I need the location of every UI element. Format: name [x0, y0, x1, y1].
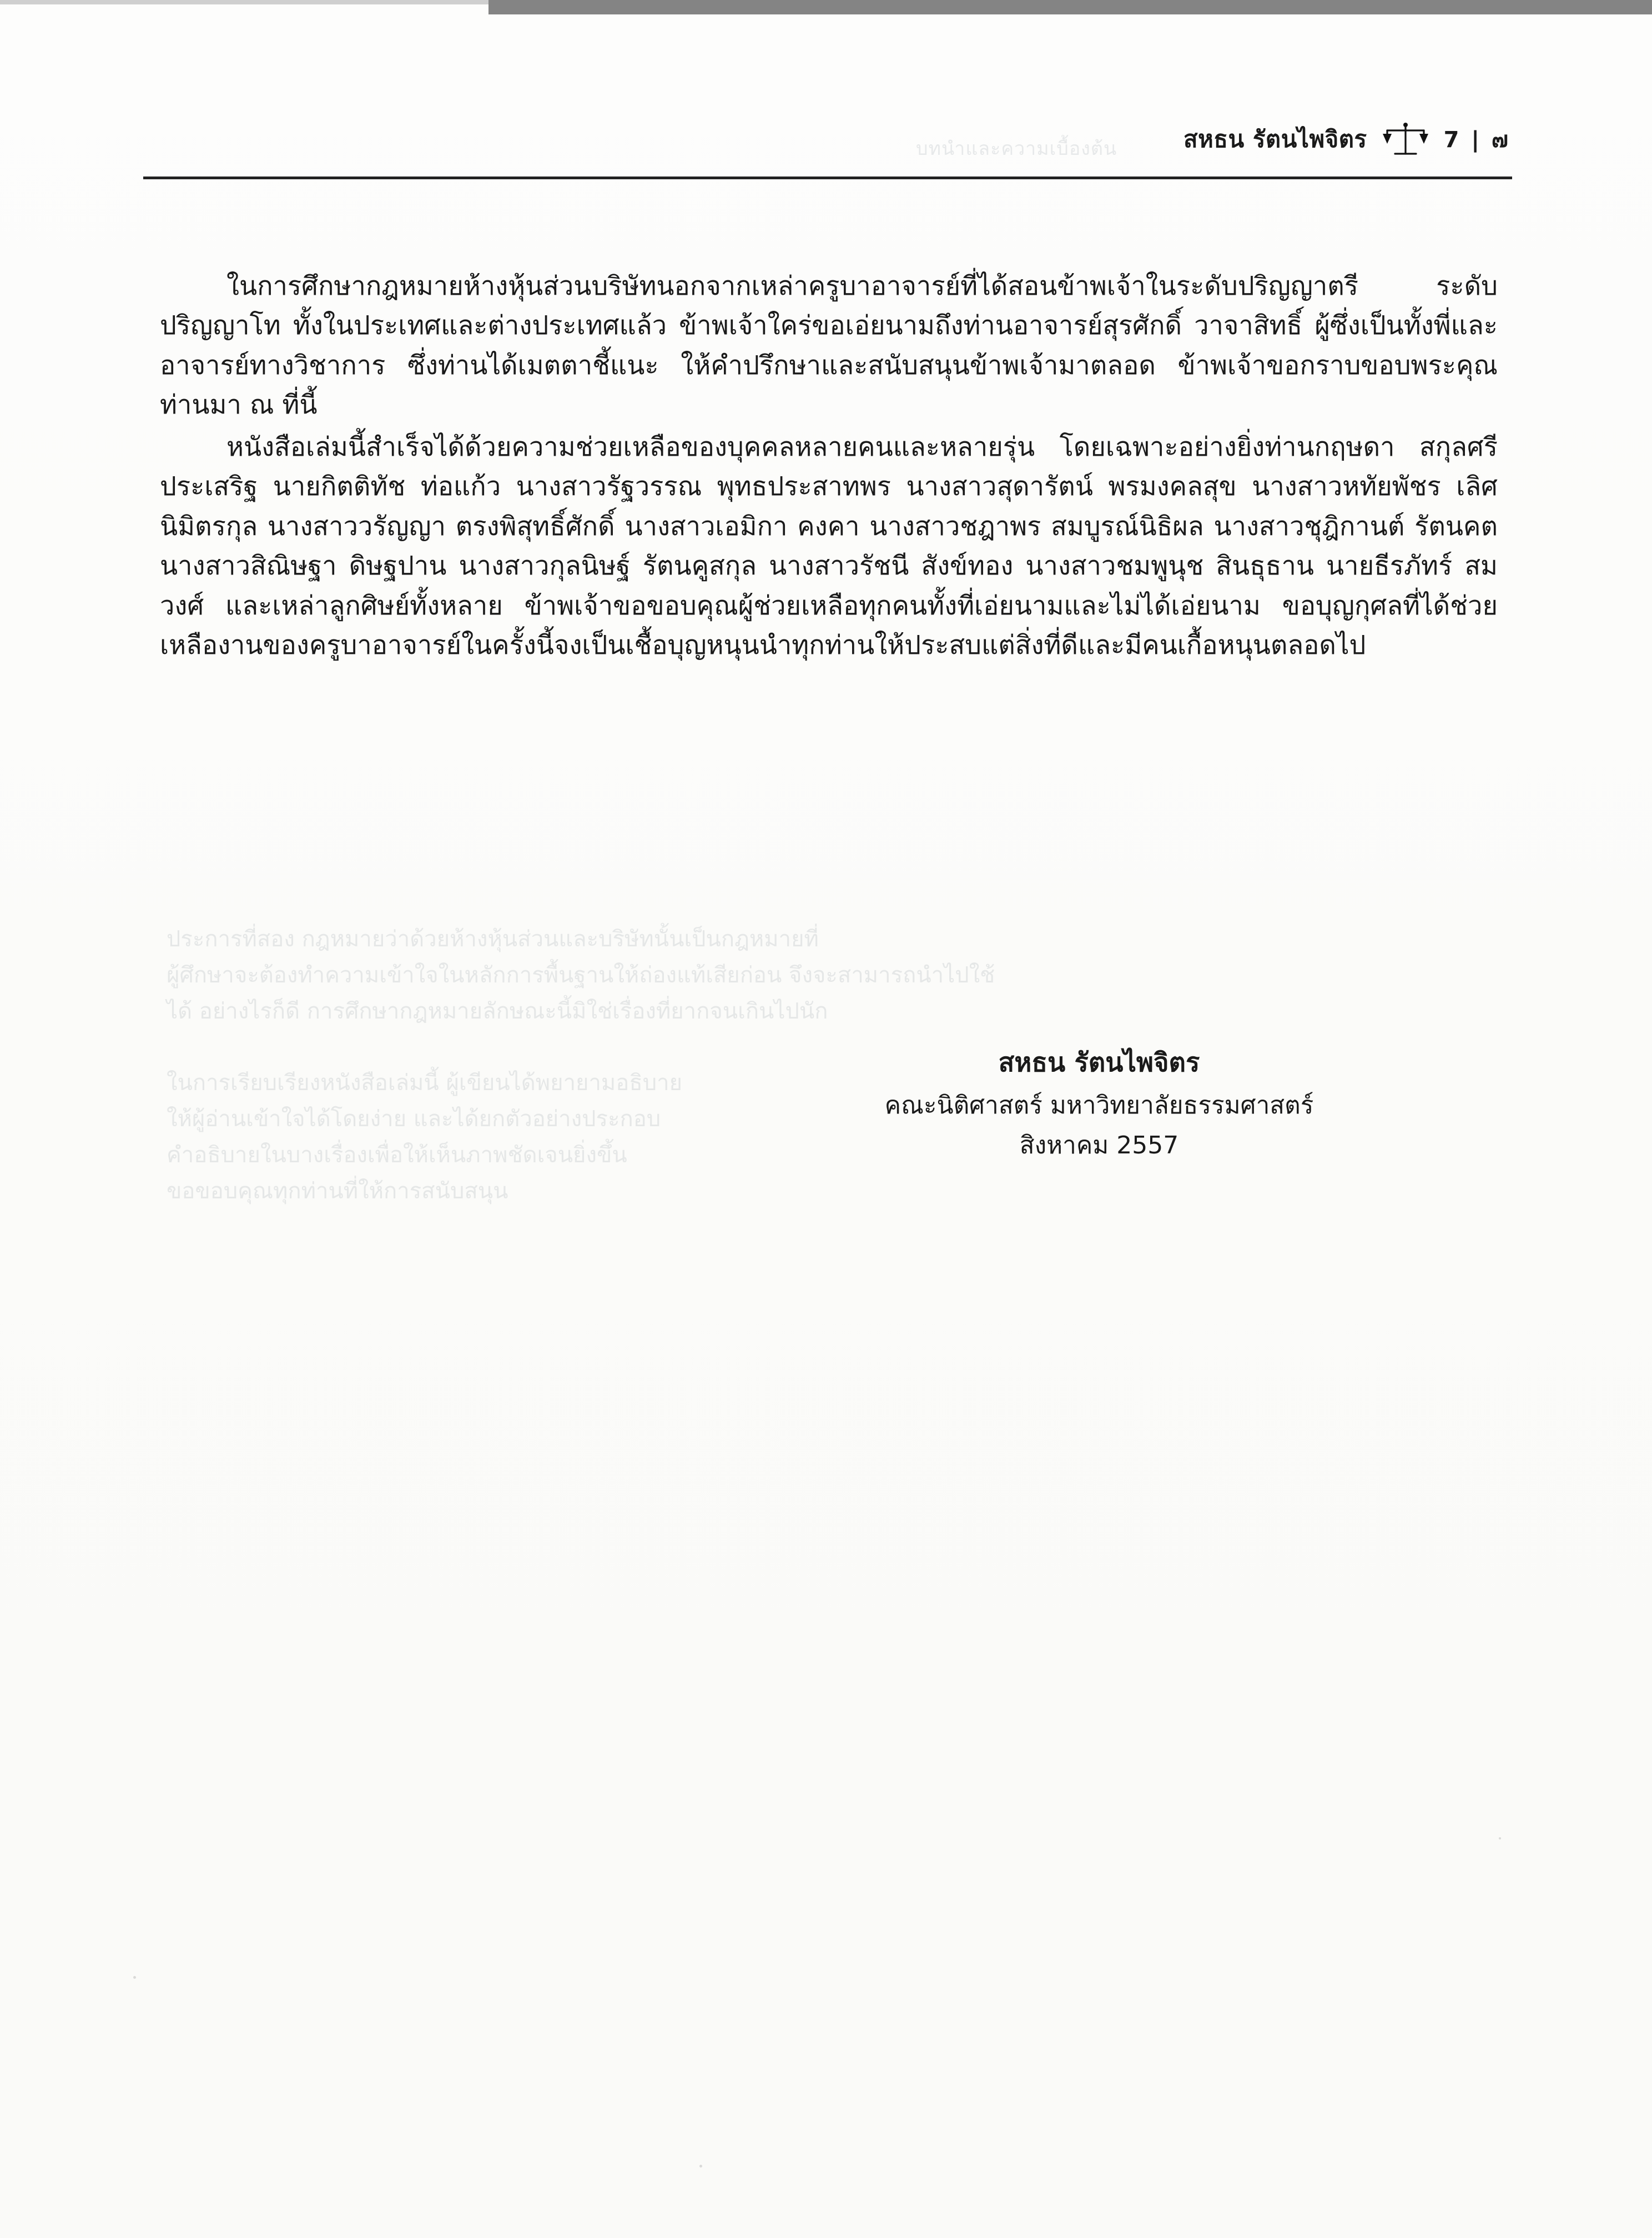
body-text: [160, 266, 1498, 667]
signature-block: [794, 1044, 1404, 1164]
signature-name: สหธน รัตนไพจิตร: [998, 1047, 1200, 1078]
scan-speckle: [699, 2165, 702, 2168]
bleed-through-line: ประการที่สอง กฎหมายว่าด้วยห้างหุ้นส่วนและบริษัทนั้นเป็นกฎหมายที่: [167, 926, 819, 952]
scan-edge-left: [0, 0, 488, 4]
signature-affiliation: คณะนิติศาสตร์ มหาวิทยาลัยธรรมศาสตร์: [884, 1091, 1314, 1120]
bleed-through-line: ได้ อย่างไรก็ดี การศึกษากฎหมายลักษณะนี้มิใช่เรื่องที่ยากจนเกินไปนัก: [167, 998, 828, 1024]
scales-of-justice-icon: [1382, 119, 1429, 159]
paragraph-text: ในการศึกษากฎหมายห้างหุ้นส่วนบริษัทนอกจากเหล่าครูบาอาจารย์ที่ได้สอนข้าพเจ้าในระดับปริญญาตรี ระดับปริญญาโท ทั้งในประเทศและต่างประเทศแล้ว ข้าพเจ้าใคร่ขอเอ่ยนามถึงท่านอาจารย์สุรศักดิ์ วาจาสิทธิ์ ผู้ซึ่งเป็นทั้งพี่และอาจารย์ทางวิชาการ ซึ่งท่านได้เมตตาชี้แนะ ให้คำปรึกษาและสนับสนุนข้าพเจ้ามาตลอด ข้าพเจ้าขอกราบขอบพระคุณท่านมา ณ ที่นี้: [160, 271, 1498, 421]
header-divider-rule: [143, 177, 1512, 179]
scan-speckle: [133, 1976, 136, 1979]
page-number: 7 | ๗: [1443, 127, 1510, 153]
paragraph-acknowledgement-assistants: [160, 427, 1498, 666]
bleed-through-line: ให้ผู้อ่านเข้าใจได้โดยง่าย และได้ยกตัวอย่างประกอบ: [167, 1106, 661, 1132]
running-header: [1183, 119, 1510, 159]
scan-speckle: [1499, 1837, 1501, 1839]
signature-date: สิงหาคม 2557: [1019, 1131, 1179, 1160]
scan-edge-top: [488, 0, 1652, 14]
bleed-through-line: ในการเรียบเรียงหนังสือเล่มนี้ ผู้เขียนได้พยายามอธิบาย: [167, 1070, 683, 1096]
paragraph-acknowledgement-teachers: [160, 266, 1498, 425]
paragraph-text: หนังสือเล่มนี้สำเร็จได้ด้วยความช่วยเหลือของบุคคลหลายคนและหลายรุ่น โดยเฉพาะอย่างยิ่งท่านกฤษดา สกุลศรีประเสริฐ นายกิตติทัช ท่อแก้ว นางสาวรัฐวรรณ พุทธประสาทพร นางสาวสุดารัตน์ พรมงคลสุข นางสาวหทัยพัชร เลิศนิมิตรกุล นางสาววรัญญา ตรงพิสุทธิ์ศักดิ์ นางสาวเอมิกา คงคา นางสาวชฎาพร สมบูรณ์นิธิผล นางสาวชุฎิกานต์ รัตนคต นางสาวสิณิษฐา ดิษฐปาน นางสาวกุลนิษฐ์ รัตนคูสกุล นางสาวรัชนี สังข์ทอง นางสาวชมพูนุช สินธุธาน นายธีรภัทร์ สมวงศ์ และเหล่าลูกศิษย์ทั้งหลาย ข้าพเจ้าขอขอบคุณผู้ช่วยเหลือทุกคนทั้งที่เอ่ยนามและไม่ได้เอ่ยนาม ขอบุญกุศลที่ได้ช่วยเหลืองานของครูบาอาจารย์ในครั้งนี้จงเป็นเชื้อบุญหนุนนำทุกท่านให้ประสบแต่สิ่งที่ดีและมีคนเกื้อหนุนตลอดไป: [160, 431, 1498, 661]
bleed-through-line: ขอขอบคุณทุกท่านที่ให้การสนับสนุน: [167, 1178, 508, 1204]
header-author-name: สหธน รัตนไพจิตร: [1183, 125, 1367, 153]
bleed-through-line: คำอธิบายในบางเรื่องเพื่อให้เห็นภาพชัดเจนยิ่งขึ้น: [167, 1142, 627, 1168]
bleed-through-header-text: บทนำและความเบื้องต้น: [916, 138, 1117, 160]
bleed-through-line: ผู้ศึกษาจะต้องทำความเข้าใจในหลักการพื้นฐานให้ถ่องแท้เสียก่อน จึงจะสามารถนำไปใช้: [167, 962, 995, 988]
